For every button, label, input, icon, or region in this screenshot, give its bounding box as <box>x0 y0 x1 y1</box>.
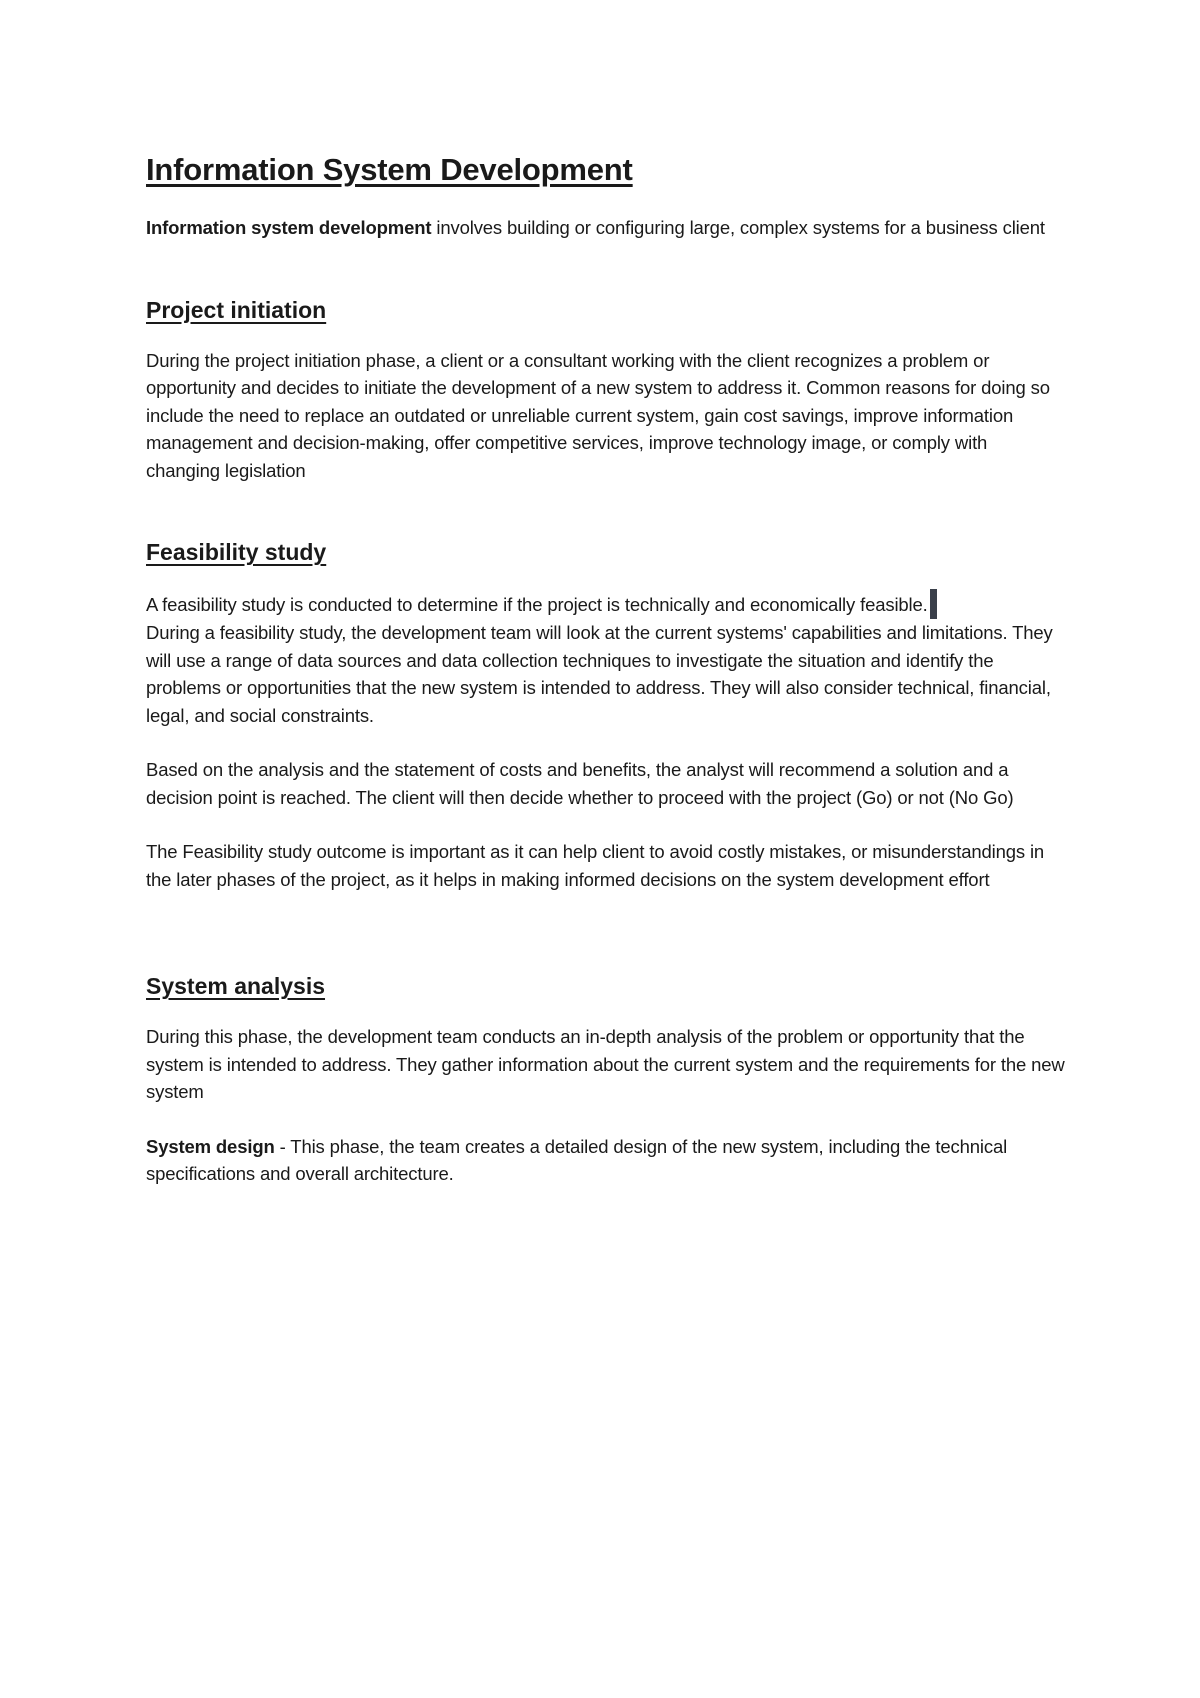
heading-project-initiation: Project initiation <box>146 296 327 323</box>
feasibility-paragraph-2: Based on the analysis and the statement of costs and benefits, the analyst will recommend a solution and a decision point is reached. The client will then decide whether to proceed with the project (Go) or not (No Go) <box>146 759 1014 808</box>
document-body <box>146 150 1066 1188</box>
intro-paragraph <box>146 214 1066 242</box>
intro-bold-term: Information system development <box>146 217 432 238</box>
system-design-text: - This phase, the team creates a detailed design of the new system, including the technical specifications and overall architecture. <box>146 1135 1008 1184</box>
system-design-bold-term: System design <box>146 1135 275 1157</box>
feasibility-first-sentence: A feasibility study is conducted to determine if the project is technically and economically feasible. <box>146 594 928 615</box>
system-analysis-paragraph: During this phase, the development team conducts an in-depth analysis of the problem or opportunity that the system is intended to address. They gather information about the current system and the requirements for the new system <box>146 1026 1065 1102</box>
intro-text: involves building or configuring large, complex systems for a business client <box>431 217 1045 238</box>
heading-system-analysis: System analysis <box>146 973 326 999</box>
document-title: Information System Development <box>146 152 633 187</box>
project-initiation-paragraph: During the project initiation phase, a client or a consultant working with the client recognizes a problem or opportunity and decides to initiate the development of a new system to address it. Common reasons for doing so include the need to replace an outdated or unreliable current system, gain cost savings, improve information management and decision-making, offer competitive services, improve technology image, or comply with changing legislation <box>146 349 1050 481</box>
feasibility-rest: During a feasibility study, the development team will look at the current systems' capabilities and limitations. They will use a range of data sources and data collection techniques to investigate the situation and identify the problems or opportunities that the new system is intended to address. They will also consider technical, financial, legal, and social constraints. <box>146 622 1053 726</box>
feasibility-paragraph-3: The Feasibility study outcome is important as it can help client to avoid costly mistakes, or misunderstandings in the later phases of the project, as it helps in making informed decisions on the system development effort <box>146 841 1045 890</box>
system-design-paragraph <box>146 1133 1066 1188</box>
feasibility-paragraph-1 <box>146 589 1066 729</box>
heading-feasibility-study: Feasibility study <box>146 539 327 565</box>
text-cursor-mark <box>930 589 937 619</box>
